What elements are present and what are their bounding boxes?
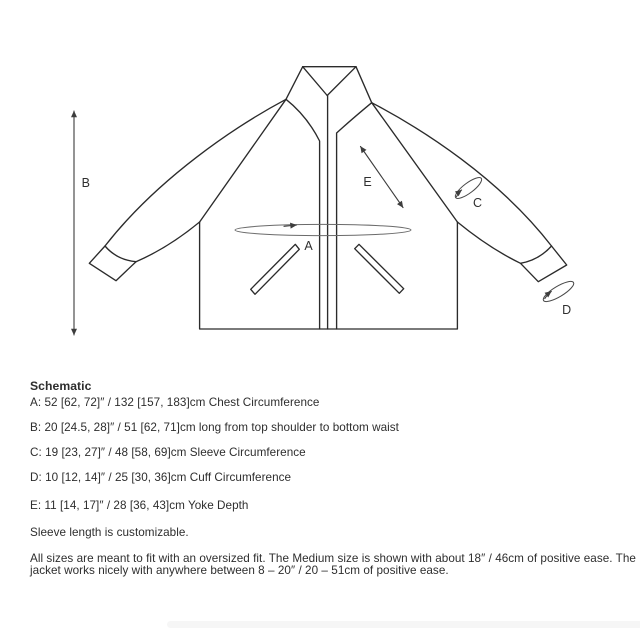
- measurement-line-a: A: 52 [62, 72]″ / 132 [157, 183]cm Chest Circumference: [30, 395, 320, 409]
- pocket-right: [355, 244, 404, 293]
- measurement-line-b: B: 20 [24.5, 28]″ / 51 [62, 71]cm long from top shoulder to bottom waist: [30, 420, 399, 434]
- measurement-line-e: E: 11 [14, 17]″ / 28 [36, 43]cm Yoke Depth: [30, 498, 249, 512]
- cuff-girth-ellipse-d: [541, 278, 576, 305]
- measurement-line-c: C: 19 [23, 27]″ / 48 [58, 69]cm Sleeve Circumference: [30, 445, 306, 459]
- footer-divider-bar: [167, 621, 640, 628]
- collar-left-edge: [286, 67, 303, 100]
- raglan-seam-right: [372, 103, 458, 222]
- label-a-chest: A: [304, 239, 313, 253]
- measurement-line-d: D: 10 [12, 14]″ / 25 [30, 36]cm Cuff Circumference: [30, 470, 292, 484]
- jacket-outline: [89, 67, 566, 329]
- cuff-right: [521, 246, 567, 282]
- collar-right-edge: [356, 67, 372, 103]
- sleeve-right-bottom-edge: [457, 222, 520, 263]
- schematic-title: Schematic: [30, 379, 92, 393]
- front-edge-right: [337, 103, 372, 329]
- front-edge-left: [286, 99, 320, 329]
- ease-note-line-1: All sizes are meant to fit with an oversized fit. The Medium size is shown with about 18″ / 46cm of positive ease. The: [30, 551, 636, 565]
- sleeve-right-top-edge: [372, 103, 552, 246]
- label-d-cuff: D: [562, 303, 572, 317]
- sleeve-left-bottom-edge: [136, 222, 200, 262]
- chest-girth-ellipse-a: [235, 224, 411, 235]
- sleeve-length-note: Sleeve length is customizable.: [30, 525, 189, 539]
- ease-note-line-2: jacket works nicely with anywhere between 8 – 20″ / 20 – 51cm of positive ease.: [30, 563, 449, 577]
- body-outline: [200, 222, 458, 329]
- label-b-length: B: [81, 176, 90, 190]
- sleeve-girth-arrow-c: [457, 190, 462, 197]
- pocket-left: [251, 244, 300, 294]
- measurement-annotations: [74, 111, 576, 335]
- cuff-left: [89, 246, 136, 281]
- label-e-yoke: E: [363, 175, 372, 189]
- label-c-sleeve: C: [472, 196, 483, 210]
- raglan-seam-left: [200, 99, 286, 222]
- collar-v-right: [327, 67, 356, 96]
- sleeve-left-top-edge: [105, 99, 286, 246]
- collar-v-left: [303, 67, 328, 96]
